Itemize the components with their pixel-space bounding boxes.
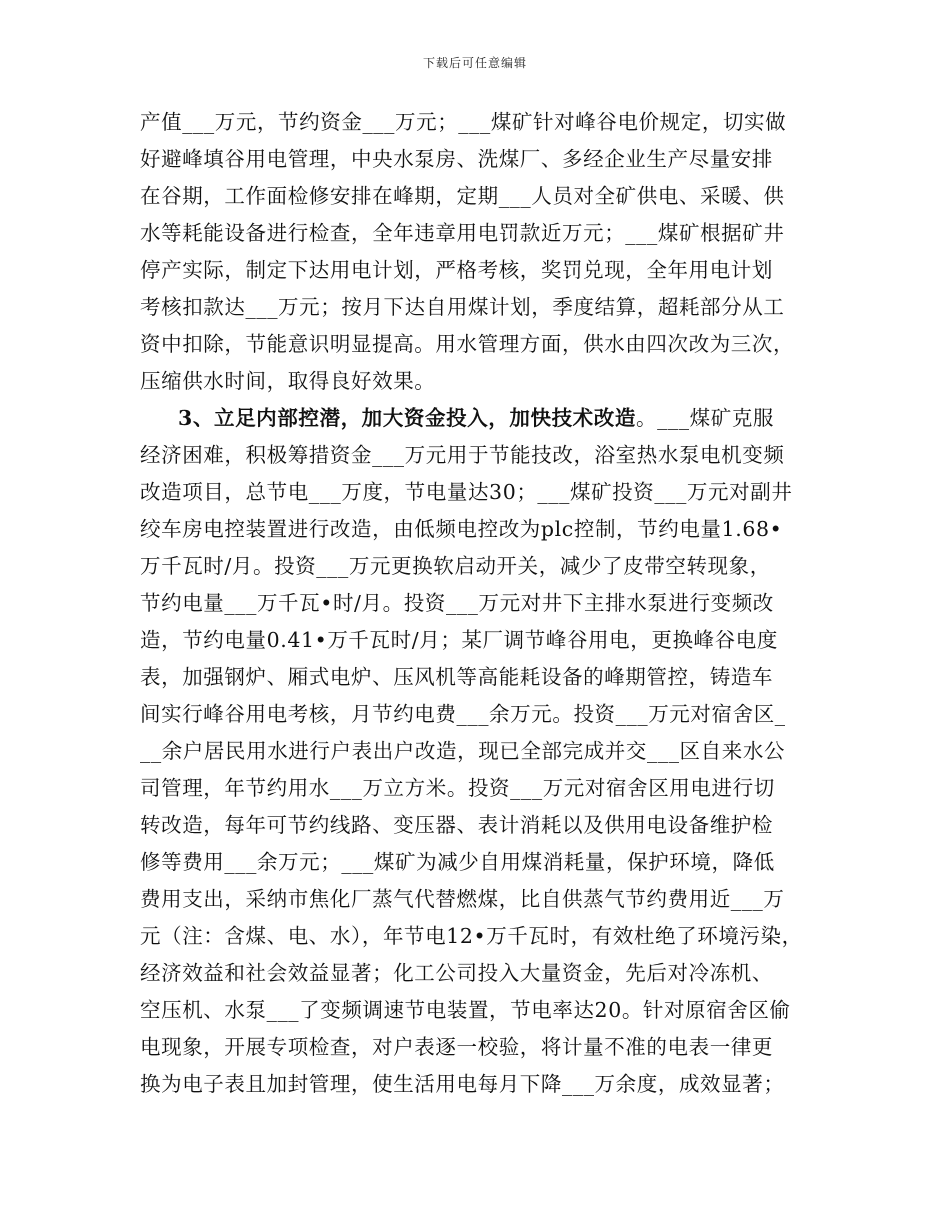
paragraph-line: 费用支出，采纳市焦化厂蒸气代替燃煤，比自供蒸气节约费用近___万 bbox=[140, 887, 785, 911]
paragraph-line: 司管理，年节约用水___万立方米。投资___万元对宿舍区用电进行切 bbox=[140, 776, 775, 800]
paragraph-line: 资中扣除，节能意识明显提高。用水管理方面，供水由四次改为三次， bbox=[140, 332, 795, 356]
paragraph-line: 改造项目，总节电___万度，节电量达30；___煤矿投资___万元对副井 bbox=[140, 480, 793, 504]
page-header: 下载后可任意编辑 bbox=[422, 56, 527, 70]
paragraph-line: 停产实际，制定下达用电计划，严格考核，奖罚兑现，全年用电计划 bbox=[140, 258, 773, 282]
section-3-first-line-text: 。___煤矿克服 bbox=[635, 406, 775, 430]
paragraph-line: 表，加强钢炉、厢式电炉、压风机等高能耗设备的峰期管控，铸造车 bbox=[140, 665, 773, 689]
paragraph-line: 好避峰填谷用电管理，中央水泵房、洗煤厂、多经企业生产尽量安排 bbox=[140, 147, 773, 171]
paragraph-line: 造，节约电量0.41•万千瓦时/月；某厂调节峰谷用电，更换峰谷电度 bbox=[140, 628, 778, 652]
paragraph-line: 经济效益和社会效益显著；化工公司投入大量资金，先后对冷冻机、 bbox=[140, 961, 773, 985]
paragraph-line: 节约电量___万千瓦•时/月。投资___万元对井下主排水泵进行变频改 bbox=[140, 591, 774, 615]
paragraph-line: 在谷期，工作面检修安排在峰期，定期___人员对全矿供电、采暖、供 bbox=[140, 184, 785, 208]
paragraph-line: 换为电子表且加封管理，使生活用电每月下降___万余度，成效显著； bbox=[140, 1072, 785, 1096]
paragraph-line: 绞车房电控装置进行改造，由低频电控改为plc控制，节约电量1.68• bbox=[140, 517, 783, 541]
paragraph-line: 转改造，每年可节约线路、变压器、表计消耗以及供用电设备维护检 bbox=[140, 813, 773, 837]
paragraph-line: __余户居民用水进行户表出户改造，现已全部完成并交___区自来水公 bbox=[140, 739, 786, 763]
paragraph-line: 经济困难，积极筹措资金___万元用于节能技改，浴室热水泵电机变频 bbox=[140, 443, 785, 467]
paragraph-line: 万千瓦时/月。投资___万元更换软启动开关，减少了皮带空转现象， bbox=[140, 554, 771, 578]
section-3-heading: 3、立足内部控潜，加大资金投入，加快技术改造 bbox=[178, 406, 636, 430]
paragraph-line: 间实行峰谷用电考核，月节约电费___余万元。投资___万元对宿舍区_ bbox=[140, 702, 786, 726]
document-body bbox=[140, 104, 820, 1103]
paragraph-line: 元（注：含煤、电、水），年节电12•万千瓦时，有效杜绝了环境污染， bbox=[140, 924, 803, 948]
paragraph-line: 考核扣款达___万元；按月下达自用煤计划，季度结算，超耗部分从工 bbox=[140, 295, 785, 319]
paragraph-line: 空压机、水泵___了变频调速节电装置，节电率达20。针对原宿舍区偷 bbox=[140, 998, 791, 1022]
paragraph-line: 产值___万元，节约资金___万元；___煤矿针对峰谷电价规定，切实做 bbox=[140, 110, 787, 134]
paragraph-line: 水等耗能设备进行检查，全年违章用电罚款近万元；___煤矿根据矿井 bbox=[140, 221, 785, 245]
paragraph-line: 压缩供水时间，取得良好效果。 bbox=[140, 369, 436, 393]
paragraph-line: 电现象，开展专项检查，对户表逐一校验，将计量不准的电表一律更 bbox=[140, 1035, 773, 1059]
section-3-first-line bbox=[140, 400, 820, 437]
paragraph-line: 修等费用___余万元；___煤矿为减少自用煤消耗量，保护环境，降低 bbox=[140, 850, 775, 874]
